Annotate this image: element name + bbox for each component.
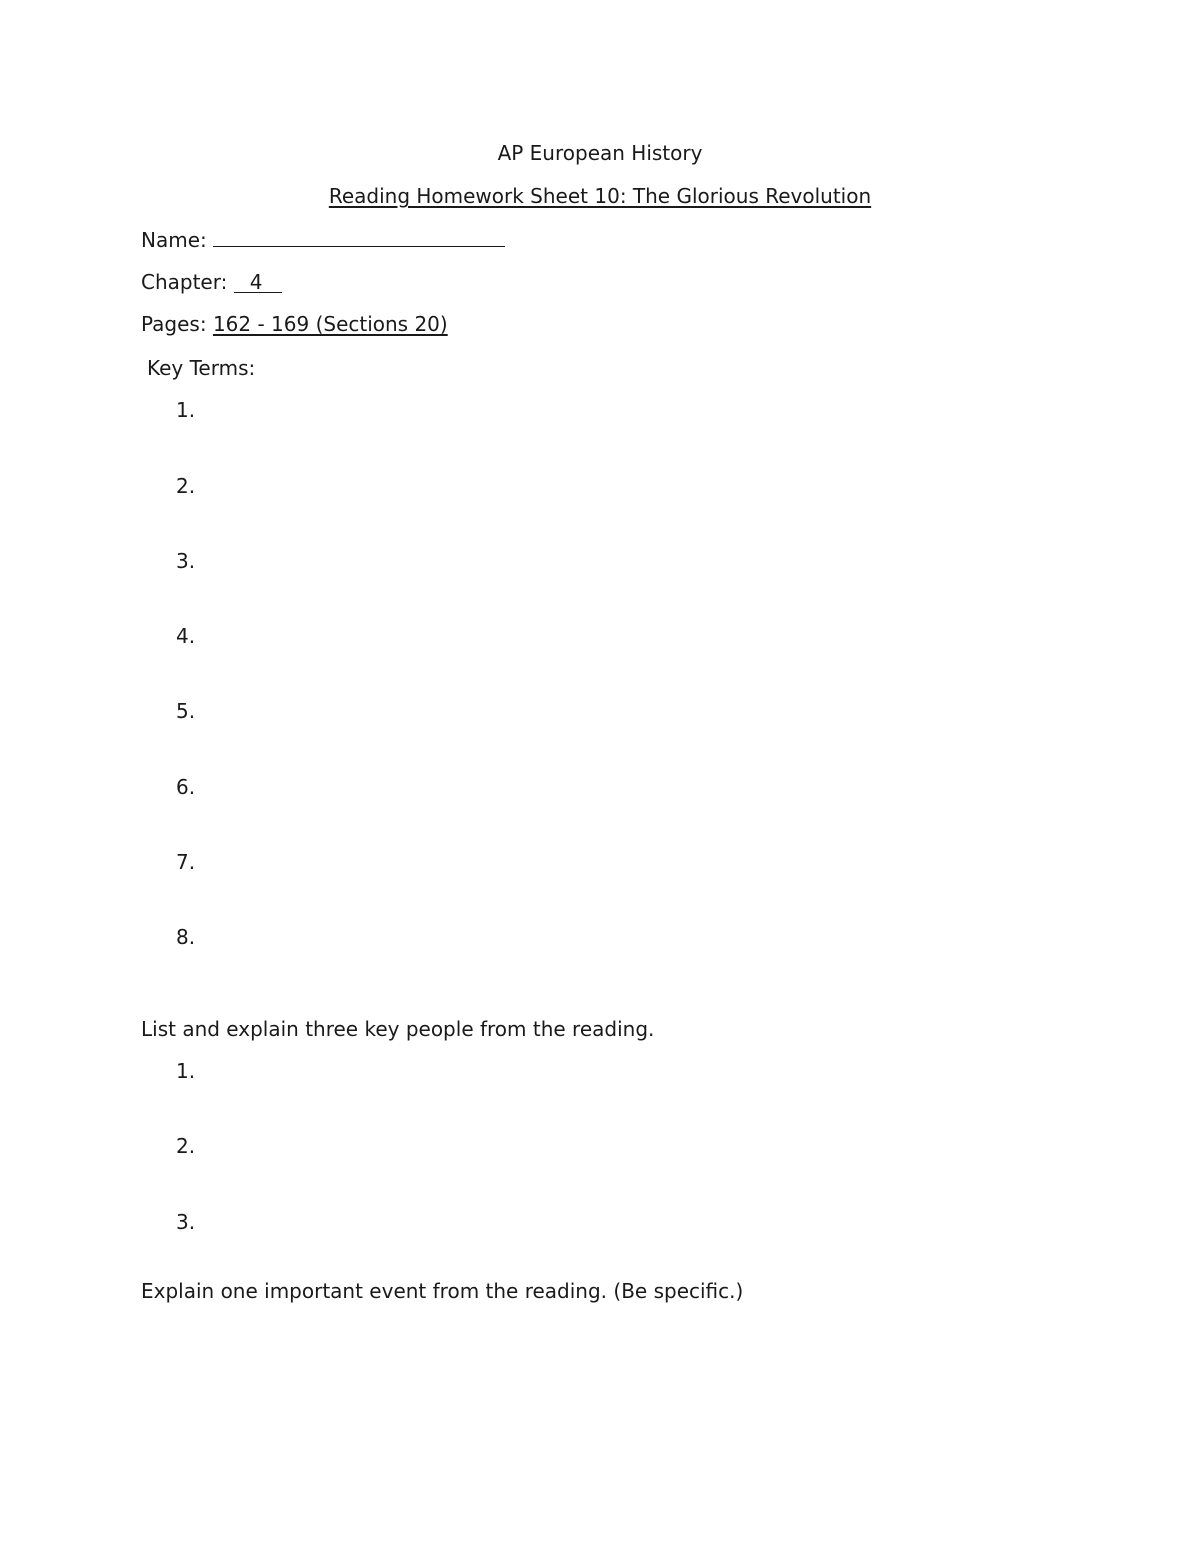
chapter-label: Chapter: [141,270,228,294]
key-term-number: 4. [176,624,196,648]
key-terms-heading: Key Terms: [147,356,256,380]
key-person-number: 3. [176,1210,196,1234]
name-label: Name: [141,228,207,252]
key-term-number: 2. [176,474,196,498]
key-term-number: 7. [176,850,196,874]
chapter-value: 4 [234,272,283,293]
chapter-row [141,270,282,294]
key-term-number: 1. [176,398,196,422]
name-row [141,228,505,252]
key-term-number: 3. [176,549,196,573]
key-people-prompt: List and explain three key people from the reading. [141,1017,655,1041]
pages-label: Pages: [141,312,207,336]
pages-row [141,312,448,336]
key-person-number: 1. [176,1059,196,1083]
sheet-title [0,184,1200,208]
event-prompt: Explain one important event from the reading. (Be specific.) [141,1279,744,1303]
sheet-title-text: Reading Homework Sheet 10: The Glorious Revolution [328,184,872,208]
key-term-number: 5. [176,699,196,723]
name-blank [213,228,505,247]
pages-value: 162 - 169 (Sections 20) [212,312,448,336]
key-person-number: 2. [176,1134,196,1158]
key-term-number: 6. [176,775,196,799]
course-title: AP European History [497,141,703,165]
key-term-number: 8. [176,925,196,949]
